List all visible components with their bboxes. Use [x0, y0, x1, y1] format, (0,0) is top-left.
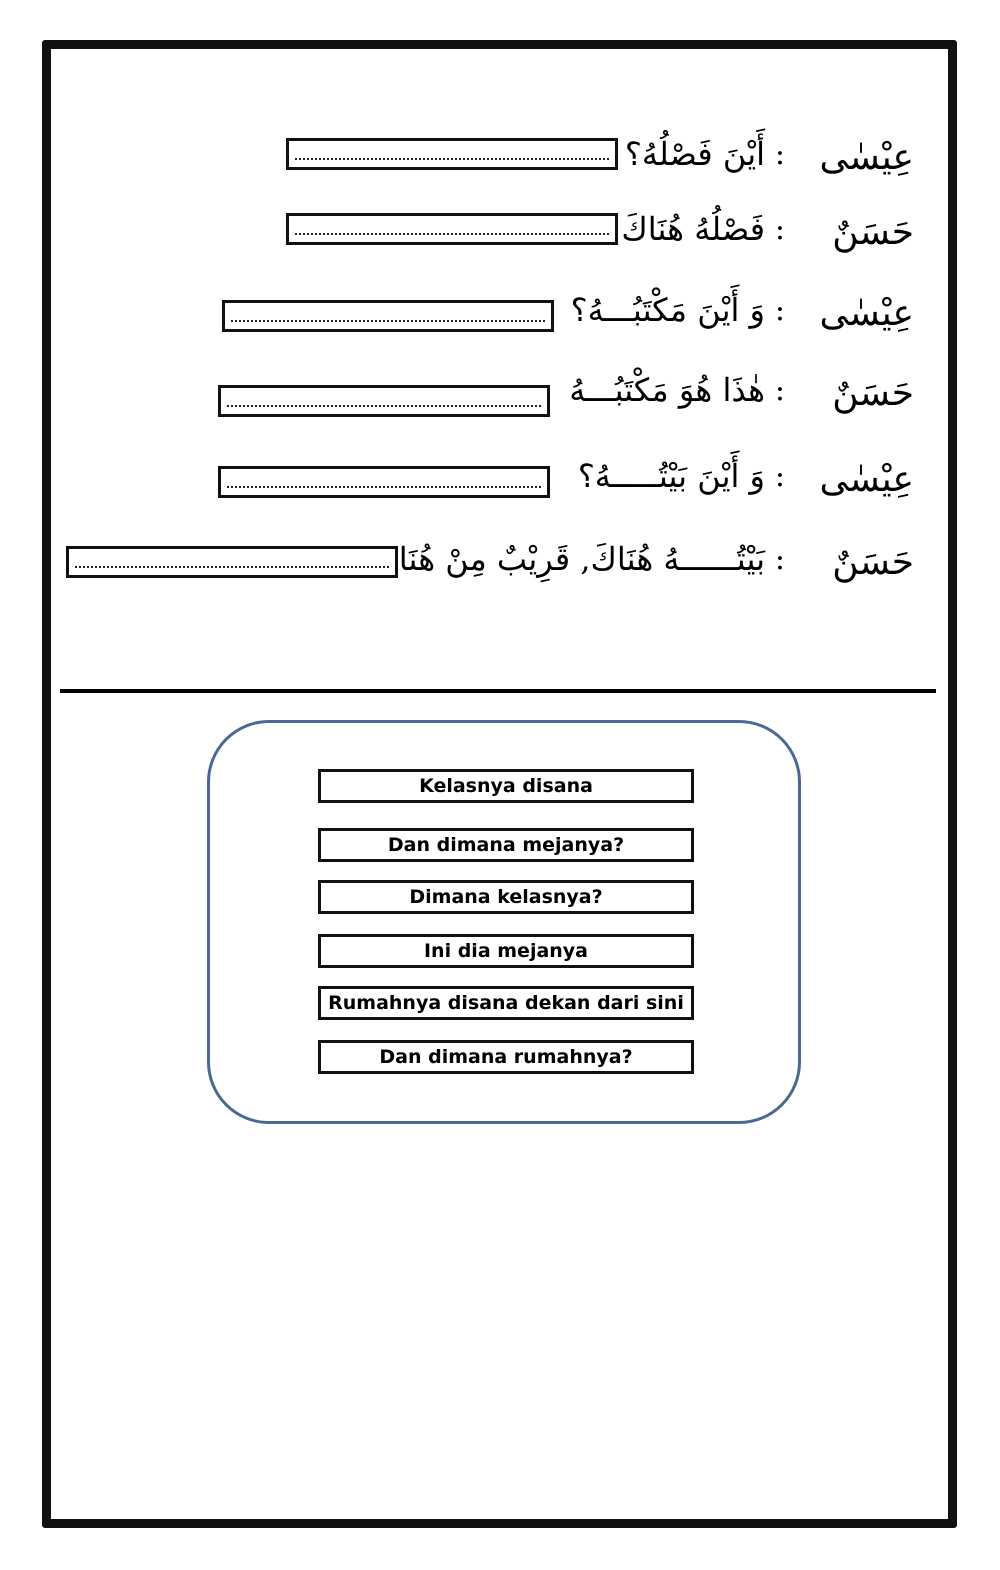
colon: : [774, 293, 785, 328]
speaker-label: حَسَنٌ [832, 212, 914, 253]
arabic-line: أَيْنَ فَصْلُهُ؟ [624, 135, 765, 173]
dotted-line [231, 320, 545, 322]
draggable-option[interactable]: Rumahnya disana dekan dari sini [318, 986, 694, 1020]
arabic-line: وَ أَيْنَ بَيْتُـــــهُ؟ [577, 457, 765, 495]
arabic-line: هٰذَا هُوَ مَكْتَبُـــهُ [569, 371, 765, 409]
colon: : [774, 542, 785, 577]
colon: : [774, 459, 785, 494]
colon: : [774, 212, 785, 247]
arabic-line: وَ أَيْنَ مَكْتَبُـــهُ؟ [570, 291, 765, 329]
colon: : [774, 137, 785, 172]
answer-drop-box-4[interactable] [218, 385, 550, 417]
dotted-line [227, 486, 541, 488]
draggable-option[interactable]: Kelasnya disana [318, 769, 694, 803]
speaker-label: حَسَنٌ [832, 542, 914, 583]
draggable-option[interactable]: Ini dia mejanya [318, 934, 694, 968]
draggable-option[interactable]: Dan dimana rumahnya? [318, 1040, 694, 1074]
answer-drop-box-1[interactable] [286, 138, 618, 170]
colon: : [774, 373, 785, 408]
answer-drop-box-5[interactable] [218, 466, 550, 498]
section-divider [60, 689, 936, 693]
answer-drop-box-2[interactable] [286, 213, 618, 245]
dotted-line [227, 405, 541, 407]
answer-drop-box-3[interactable] [222, 300, 554, 332]
answer-drop-box-6[interactable] [66, 546, 398, 578]
draggable-option[interactable]: Dan dimana mejanya? [318, 828, 694, 862]
arabic-line: فَصْلُهُ هُنَاكَ [621, 210, 765, 248]
arabic-line: بَيْتُــــــهُ هُنَاكَ, قَرِيْبٌ مِنْ هُنَا [398, 540, 765, 578]
speaker-label: عِيْسٰى [819, 459, 914, 500]
speaker-label: حَسَنٌ [832, 373, 914, 414]
speaker-label: عِيْسٰى [819, 137, 914, 178]
dotted-line [75, 566, 389, 568]
speaker-label: عِيْسٰى [819, 293, 914, 334]
dotted-line [295, 233, 609, 235]
dotted-line [295, 158, 609, 160]
draggable-option[interactable]: Dimana kelasnya? [318, 880, 694, 914]
